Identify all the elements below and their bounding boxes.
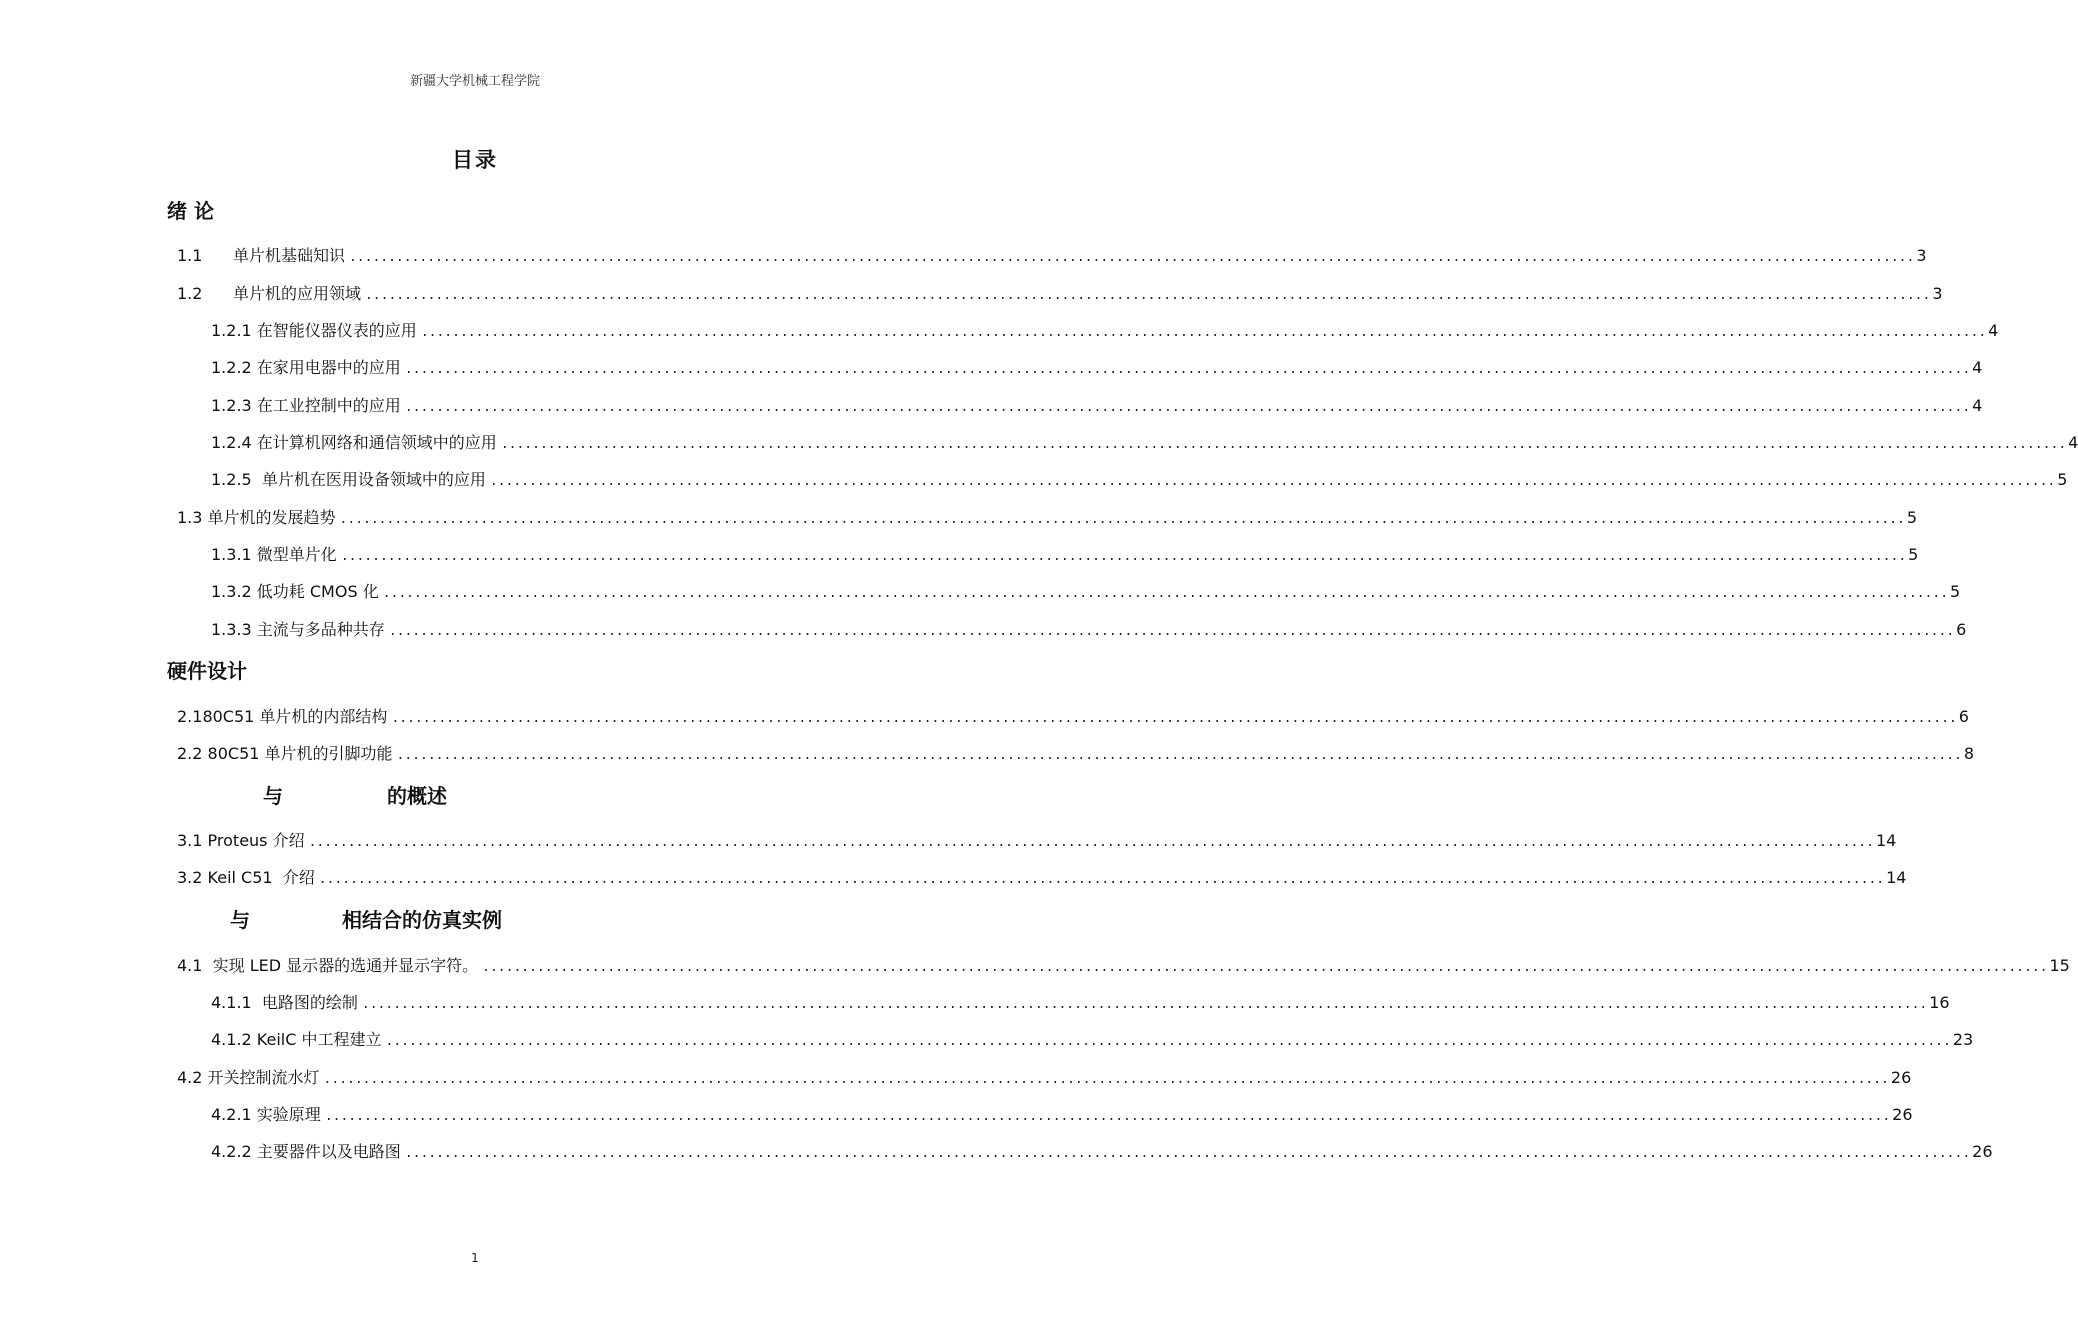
toc-entry-page: 15 <box>2049 956 2070 975</box>
toc-entry-page: 4 <box>2068 433 2078 452</box>
chapter-heading-4-right: 相结合的仿真实例 <box>342 908 502 932</box>
toc-entry[interactable] <box>177 741 1975 764</box>
toc-entry-page: 26 <box>1892 1105 1913 1124</box>
leader-dots: ........................................................................................................................................................................................................ <box>324 1109 1891 1124</box>
toc-entry-page: 26 <box>1972 1142 1993 1161</box>
toc-title: 目录 <box>452 148 498 172</box>
toc-entry[interactable] <box>211 393 1983 416</box>
toc-entry[interactable] <box>211 990 1950 1013</box>
leader-dots: ........................................................................................................................................................................................................ <box>385 1034 1951 1049</box>
toc-entry-label: 4.2 开关控制流水灯 <box>177 1068 320 1087</box>
toc-entry[interactable] <box>211 1139 1993 1162</box>
toc-entry[interactable] <box>177 281 1943 304</box>
toc-entry-page: 26 <box>1890 1068 1912 1087</box>
toc-entry[interactable] <box>211 430 2078 453</box>
toc-entry[interactable] <box>211 579 1961 602</box>
toc-entry-page: 5 <box>2057 470 2068 489</box>
toc-entry-label: 1.3 单片机的发展趋势 <box>177 508 336 527</box>
toc-entry[interactable] <box>177 865 1907 888</box>
toc-entry-label: 4.2.2 主要器件以及电路图 <box>211 1142 401 1161</box>
toc-entry[interactable] <box>177 953 2070 976</box>
leader-dots: ........................................................................................................................................................................................................ <box>489 474 2056 489</box>
toc-entry-page: 8 <box>1963 744 1975 763</box>
toc-entry-page: 3 <box>1916 246 1927 265</box>
toc-entry-label: 1.2.5 单片机在医用设备领域中的应用 <box>211 470 486 489</box>
leader-dots: ........................................................................................................................................................................................................ <box>404 362 1971 377</box>
toc-entry-label: 4.1 实现 LED 显示器的选通并显示字符。 <box>177 956 479 975</box>
leader-dots: ........................................................................................................................................................................................................ <box>318 872 1885 887</box>
toc-entry-label: 1.2.1 在智能仪器仪表的应用 <box>211 321 417 340</box>
toc-entry-label: 4.1.2 KeilC 中工程建立 <box>211 1030 382 1049</box>
toc-entry[interactable] <box>211 617 1967 640</box>
toc-entry-label: 2.2 80C51 单片机的引脚功能 <box>177 744 393 763</box>
toc-entry-page: 5 <box>1950 582 1961 601</box>
toc-entry-label: 1.3.2 低功耗 CMOS 化 <box>211 582 379 601</box>
toc-entry-label: 4.1.1 电路图的绘制 <box>211 993 358 1012</box>
toc-entry[interactable] <box>211 1027 1974 1050</box>
toc-entry-label: 1.1 单片机基础知识 <box>177 246 345 265</box>
leader-dots: ........................................................................................................................................................................................................ <box>339 512 1905 527</box>
toc-entry[interactable] <box>177 505 1918 528</box>
chapter-heading-3-left: 与 <box>263 784 283 808</box>
leader-dots: ........................................................................................................................................................................................................ <box>361 997 1928 1012</box>
leader-dots: ........................................................................................................................................................................................................ <box>500 437 2067 452</box>
chapter-heading-1: 绪 论 <box>167 199 214 223</box>
toc-entry-label: 3.2 Keil C51 介绍 <box>177 868 315 887</box>
toc-entry[interactable] <box>211 318 1999 341</box>
toc-entry-page: 6 <box>1958 707 1969 726</box>
page-number: 1 <box>471 1251 479 1265</box>
toc-entry-page: 16 <box>1929 993 1950 1012</box>
toc-entry-page: 14 <box>1886 868 1907 887</box>
toc-entry[interactable] <box>211 542 1919 565</box>
toc-entry-page: 5 <box>1908 545 1919 564</box>
toc-entry[interactable] <box>177 704 1969 727</box>
chapter-heading-4-left: 与 <box>230 908 250 932</box>
leader-dots: ........................................................................................................................................................................................................ <box>404 400 1971 415</box>
toc-entry-page: 3 <box>1932 284 1943 303</box>
toc-entry[interactable] <box>177 243 1927 266</box>
toc-entry-page: 5 <box>1906 508 1918 527</box>
leader-dots: ........................................................................................................................................................................................................ <box>396 748 1962 763</box>
toc-entry-label: 1.2.3 在工业控制中的应用 <box>211 396 401 415</box>
toc-entry-label: 3.1 Proteus 介绍 <box>177 831 305 850</box>
leader-dots: ........................................................................................................................................................................................................ <box>364 288 1931 303</box>
toc-entry-label: 1.2.4 在计算机网络和通信领域中的应用 <box>211 433 497 452</box>
toc-entry-label: 1.2.2 在家用电器中的应用 <box>211 358 401 377</box>
leader-dots: ........................................................................................................................................................................................................ <box>391 711 1957 726</box>
toc-entry-page: 23 <box>1952 1030 1974 1049</box>
leader-dots: ........................................................................................................................................................................................................ <box>382 586 1949 601</box>
leader-dots: ........................................................................................................................................................................................................ <box>308 835 1874 850</box>
toc-entry[interactable] <box>211 355 1983 378</box>
toc-entry-label: 1.3.1 微型单片化 <box>211 545 337 564</box>
chapter-heading-3-right: 的概述 <box>387 784 447 808</box>
toc-entry[interactable] <box>177 828 1897 851</box>
toc-entry-page: 14 <box>1875 831 1897 850</box>
leader-dots: ........................................................................................................................................................................................................ <box>388 624 1955 639</box>
toc-entry-page: 4 <box>1972 358 1983 377</box>
toc-entry[interactable] <box>177 1065 1912 1088</box>
page-header: 新疆大学机械工程学院 <box>409 74 540 89</box>
toc-entry-page: 4 <box>1972 396 1983 415</box>
toc-entry-label: 2.180C51 单片机的内部结构 <box>177 707 388 726</box>
toc-entry-label: 1.2 单片机的应用领域 <box>177 284 361 303</box>
toc-entry-label: 4.2.1 实验原理 <box>211 1105 321 1124</box>
leader-dots: ........................................................................................................................................................................................................ <box>348 250 1915 265</box>
leader-dots: ........................................................................................................................................................................................................ <box>482 960 2048 975</box>
toc-entry-label: 1.3.3 主流与多品种共存 <box>211 620 385 639</box>
toc-entry[interactable] <box>211 1102 1913 1125</box>
leader-dots: ........................................................................................................................................................................................................ <box>404 1146 1971 1161</box>
chapter-heading-2: 硬件设计 <box>167 659 247 683</box>
toc-entry-page: 4 <box>1988 321 1999 340</box>
toc-entry[interactable] <box>211 467 2068 490</box>
leader-dots: ........................................................................................................................................................................................................ <box>340 549 1907 564</box>
toc-entry-page: 6 <box>1956 620 1967 639</box>
leader-dots: ........................................................................................................................................................................................................ <box>323 1072 1889 1087</box>
leader-dots: ........................................................................................................................................................................................................ <box>420 325 1987 340</box>
